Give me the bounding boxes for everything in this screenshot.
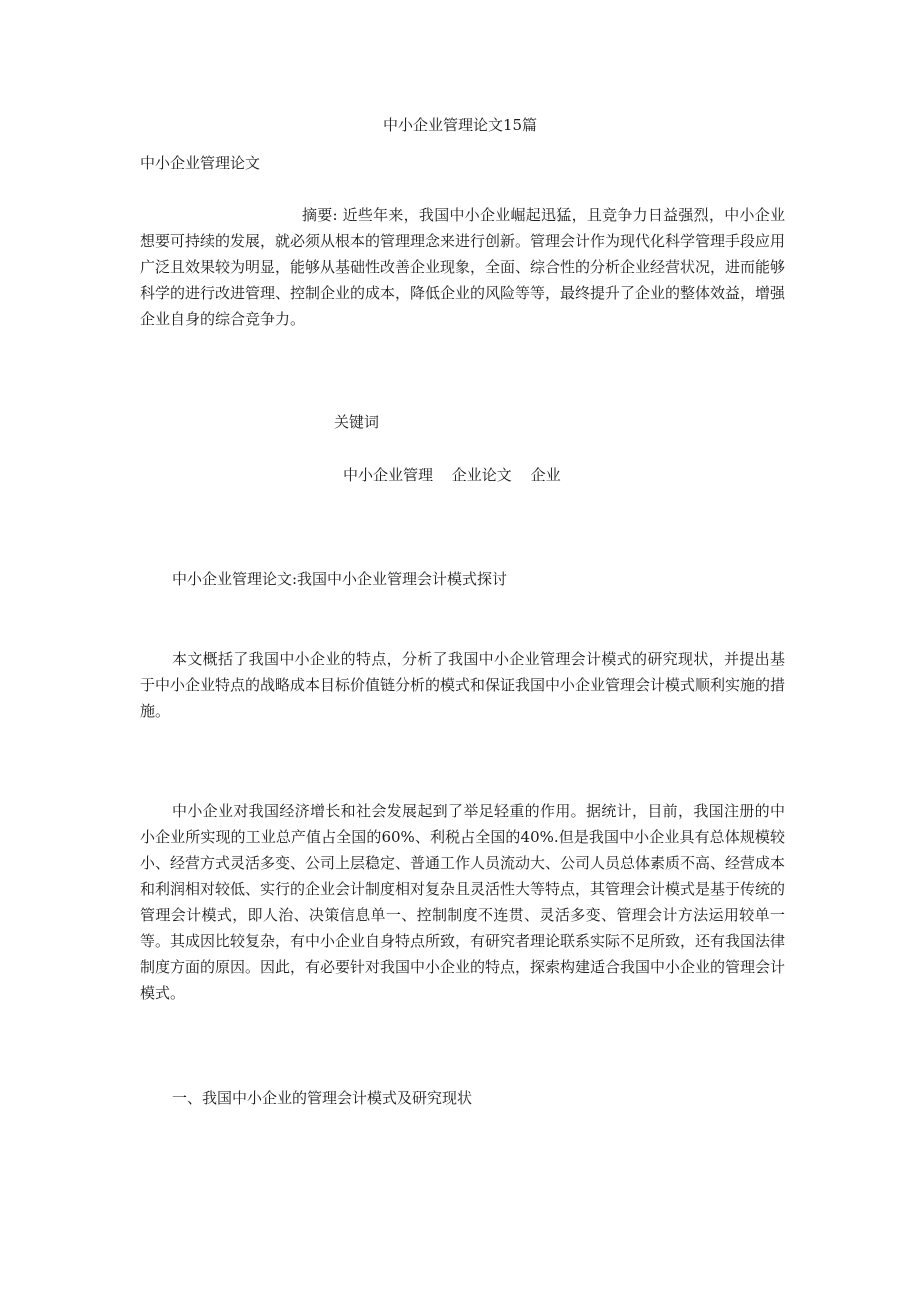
keyword-item: 企业 xyxy=(530,466,561,484)
document-subtitle: 中小企业管理论文 xyxy=(140,154,261,172)
keyword-item: 中小企业管理 xyxy=(343,466,434,484)
document-title: 中小企业管理论文15篇 xyxy=(382,116,538,134)
section-title: 中小企业管理论文:我国中小企业管理会计模式探讨 xyxy=(172,570,508,588)
keyword-item: 企业论文 xyxy=(451,466,512,484)
body-paragraph: 中小企业对我国经济增长和社会发展起到了举足轻重的作用。据统计，目前，我国注册的中小企业所实现的工业总产值占全国的60%、利税占全国的40%.但是我国中小企业具有总体规模较小、经营方式灵活多变、公司上层稳定、普通工作人员流动大、公司人员总体素质不高、经营成本和利润相对较低、实行的企业会计制度相对复杂且灵活性大等特点，其管理会计模式是基于传统的管理会计模式，即人治、决策信息单一、控制制度不连贯、灵活多变、管理会计方法运用较单一等。其成因比较复杂，有中小企业自身特点所致，有研究者理论联系实际不足所致，还有我国法律制度方面的原因。因此，有必要针对我国中小企业的特点，探索构建适合我国中小企业的管理会计模式。 xyxy=(140,802,786,1002)
keywords-label: 关键词 xyxy=(334,413,380,431)
abstract-paragraph: 摘要: 近些年来，我国中小企业崛起迅猛，且竞争力日益强烈，中小企业想要可持续的发展，就必须从根本的管理理念来进行创新。管理会计作为现代化科学管理手段应用广泛且效果较为明显，能够从基础性改善企业现象，全面、综合性的分析企业经营状况，进而能够科学的进行改进管理、控制企业的成本，降低企业的风险等等，最终提升了企业的整体效益，增强企业自身的综合竞争力。 xyxy=(140,206,786,328)
heading-1: 一、我国中小企业的管理会计模式及研究现状 xyxy=(172,1089,473,1107)
keywords-list xyxy=(343,464,575,486)
intro-paragraph: 本文概括了我国中小企业的特点，分析了我国中小企业管理会计模式的研究现状，并提出基于中小企业特点的战略成本目标价值链分析的模式和保证我国中小企业管理会计模式顺利实施的措施。 xyxy=(140,650,786,720)
